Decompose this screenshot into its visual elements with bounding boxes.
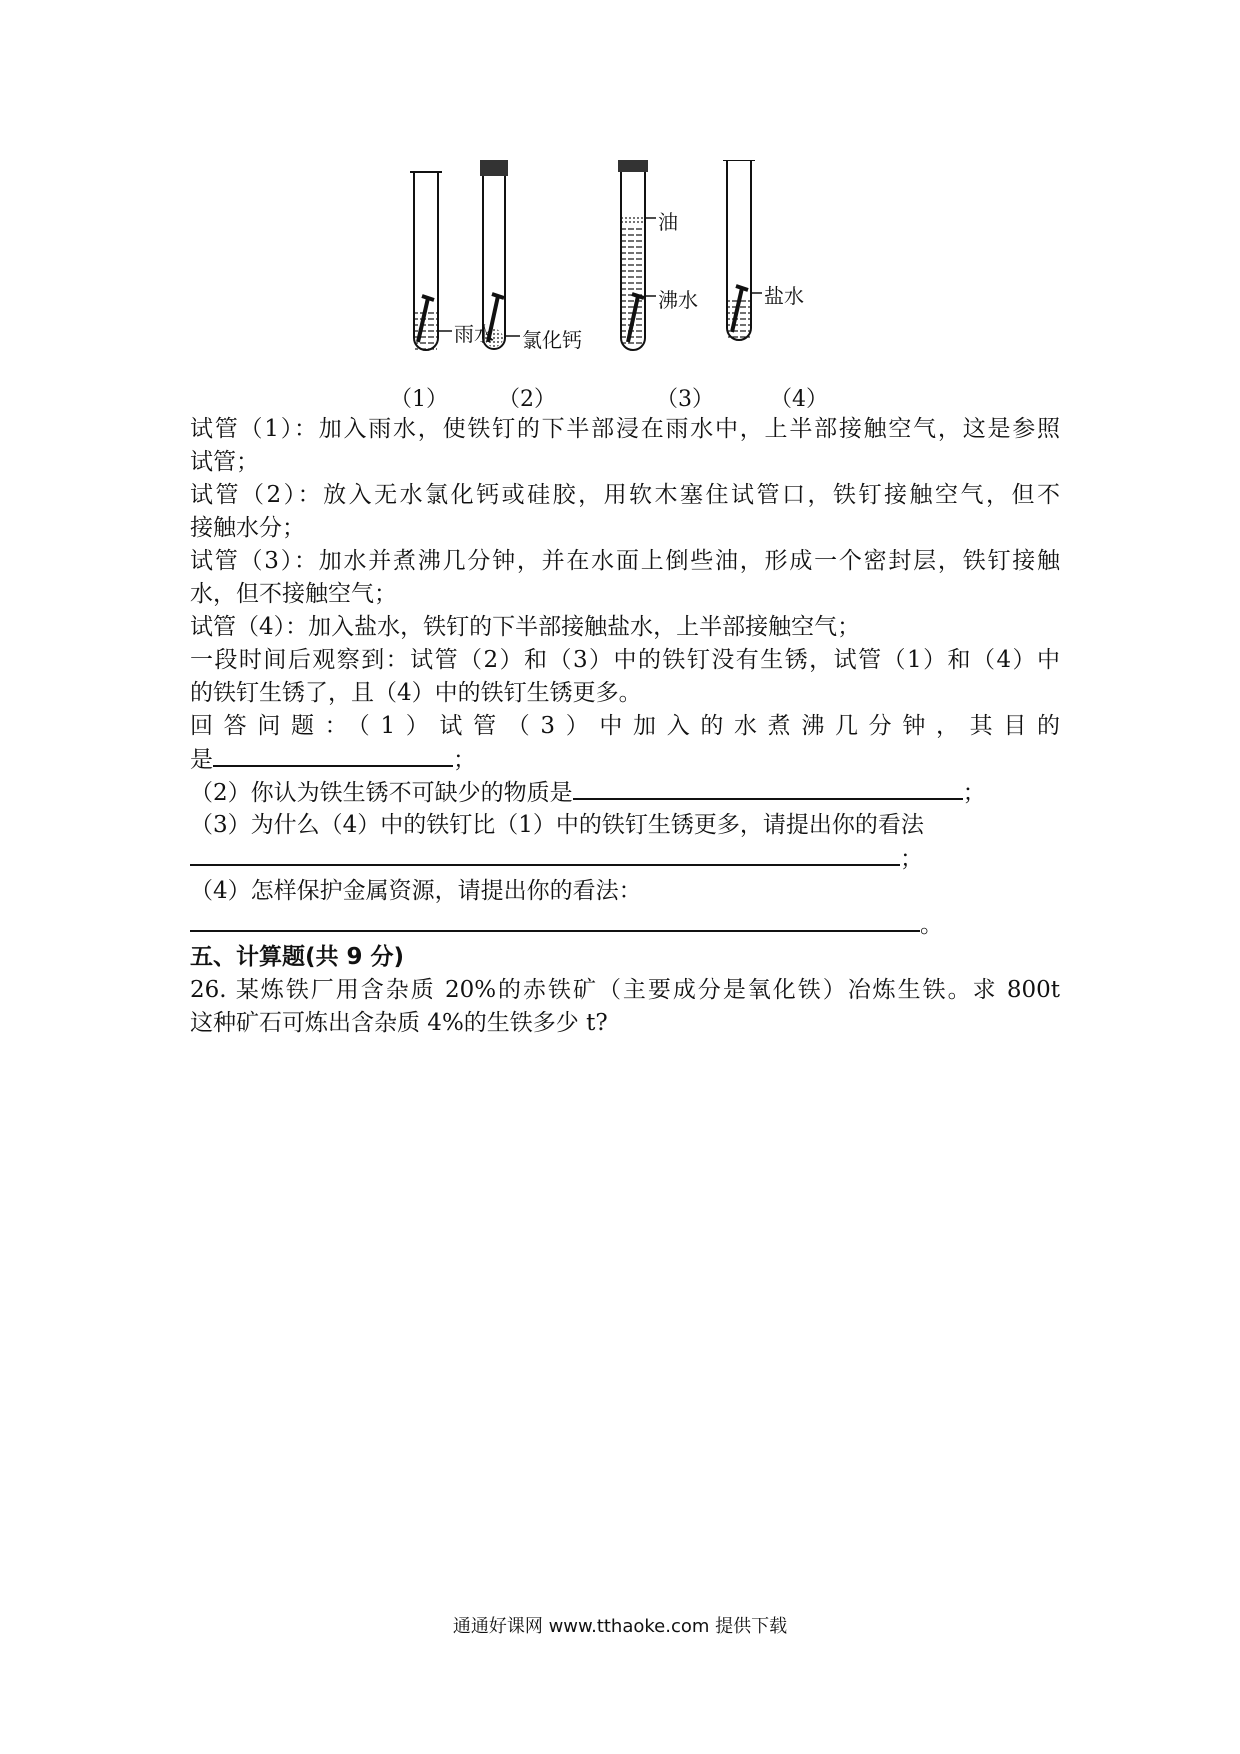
test-tube-3: [618, 160, 656, 350]
test-tube-4: [723, 160, 762, 340]
question4-answer-line: [190, 908, 943, 942]
question1-line-a: 回答问题：（1）试管（3）中加入的水煮沸几分钟，其目的: [190, 713, 1060, 739]
question4-line: （4）怎样保护金属资源，请提出你的看法：: [190, 878, 642, 904]
question1-prefix: 是: [190, 747, 213, 773]
question2-end: ；: [962, 780, 986, 806]
tube-number-4: （4）: [770, 387, 828, 412]
section-title: 五、计算题(共 9 分): [190, 944, 405, 970]
problem26-line-b: 这种矿石可炼出含杂质 4%的生铁多少 t?: [190, 1010, 608, 1036]
tube2-line-a: 试管（2）：放入无水氯化钙或硅胶，用软木塞住试管口，铁钉接触空气，但不: [190, 482, 1060, 508]
label-oil: 油: [658, 210, 678, 234]
problem26-line-a: 26. 某炼铁厂用含杂质 20%的赤铁矿（主要成分是氧化铁）冶炼生铁。求 800t: [190, 977, 1060, 1003]
label-rainwater: 雨水: [454, 322, 494, 346]
question3-line: （3）为什么（4）中的铁钉比（1）中的铁钉生锈更多，请提出你的看法: [190, 812, 924, 838]
answer-blank-1[interactable]: [213, 743, 453, 767]
question1-end: ；: [453, 747, 476, 773]
question3-end: ；: [900, 846, 923, 872]
label-salt-water: 盐水: [764, 284, 804, 308]
answer-blank-3[interactable]: [190, 842, 900, 866]
page-footer: 通通好课网 www.tthaoke.com 提供下载: [452, 1616, 788, 1637]
question1-line-b: [190, 743, 476, 777]
tube3-line-b: 水，但不接触空气；: [190, 581, 397, 607]
question2-text: （2）你认为铁生锈不可缺少的物质是: [190, 780, 573, 806]
answer-blank-4[interactable]: [190, 908, 920, 932]
tube-number-1: （1）: [390, 387, 448, 412]
tube-number-3: （3）: [656, 387, 714, 412]
observation-line-a: 一段时间后观察到：试管（2）和（3）中的铁钉没有生锈，试管（1）和（4）中: [190, 647, 1060, 673]
question4-end: 。: [920, 912, 943, 938]
tube3-line-a: 试管（3）：加水并煮沸几分钟，并在水面上倒些油，形成一个密封层，铁钉接触: [190, 548, 1060, 574]
label-boiling-water: 沸水: [658, 288, 698, 312]
tube4-line: 试管（4）：加入盐水，铁钉的下半部接触盐水，上半部接触空气；: [190, 614, 861, 640]
label-calcium-chloride: 氯化钙: [522, 328, 582, 352]
tube2-line-b: 接触水分；: [190, 515, 305, 541]
answer-blank-2[interactable]: [573, 776, 963, 800]
question3-answer-line: [190, 842, 923, 876]
question2-line: [190, 776, 986, 810]
test-tube-1: [410, 172, 452, 350]
tube1-line-b: 试管；: [190, 449, 259, 475]
test-tube-figure: [380, 160, 940, 420]
observation-line-b: 的铁钉生锈了，且（4）中的铁钉生锈更多。: [190, 680, 642, 706]
tube-number-2: （2）: [498, 387, 556, 412]
tube1-line-a: 试管（1）：加入雨水，使铁钉的下半部浸在雨水中，上半部接触空气，这是参照: [190, 416, 1060, 442]
